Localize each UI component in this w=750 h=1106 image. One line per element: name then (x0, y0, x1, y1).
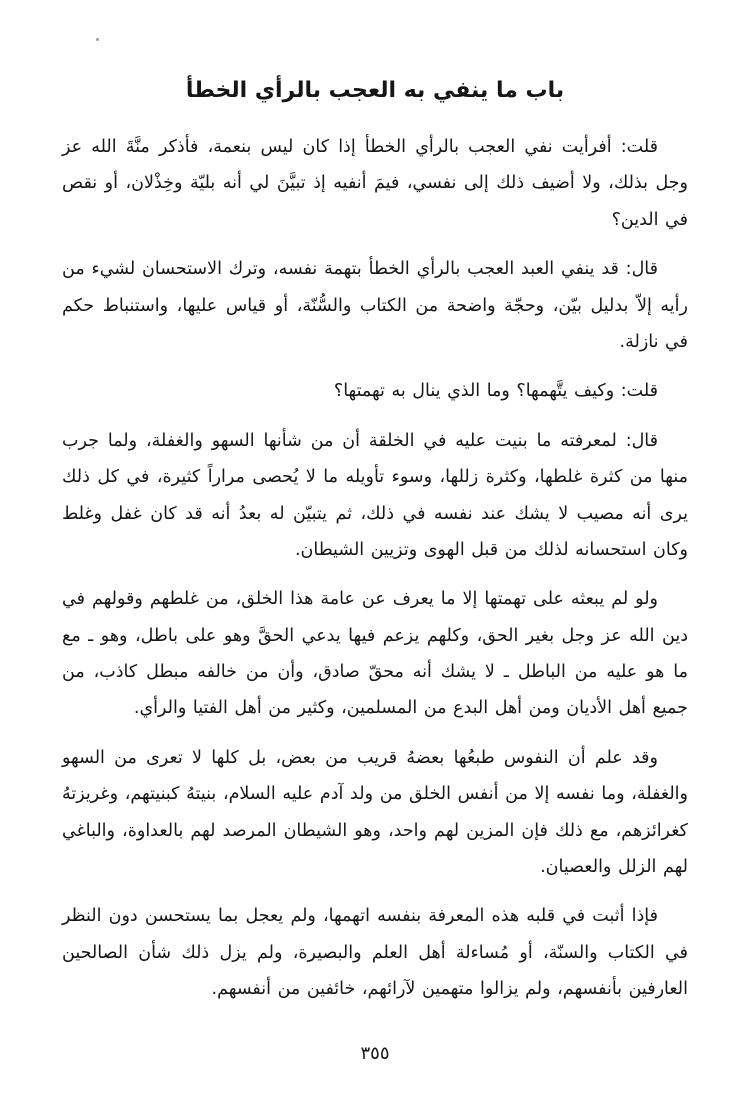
paragraph-7: فإذا أثبت في قلبه هذه المعرفة بنفسه اتهمها، ولم يعجل بما يستحسن دون النظر في الكتاب والسنّة، أو مُساءلة أهل العلم والبصيرة، ولم يزل ذلك شأن الصالحين العارفين بأنفسهم، ولم يزالوا متهمين لآرائهم، خائفين من أنفسهم. (62, 906, 688, 1000)
paragraph-2: قال: قد ينفي العبد العجب بالرأي الخطأ بتهمة نفسه، وترك الاستحسان لشيء من رأيه إلاّ بدليل بيّن، وحجّة واضحة من الكتاب والسُّنّة، أو قياس عليها، واستنباط حكم في نازلة. (62, 259, 688, 352)
paragraph-1: قلت: أفرأيت نفي العجب بالرأي الخطأ إذا كان ليس بنعمة، فأذكر منَّةَ الله عز وجل بذلك، ولا أضيف ذلك إلى نفسي، فيمَ أنفيه إذ تبيَّنَ لي أنه بليّة وخِذْلان، أو نقص في الدين؟ (62, 137, 688, 230)
paragraph-4: قال: لمعرفته ما بنيت عليه في الخلقة أن من شأنها السهو والغفلة، ولما جرب منها من كثرة غلطها، وكثرة زللها، وسوء تأويله ما لا يُحصى مراراً كثيرة، في كل ذلك يرى أنه مصيب لا يشك عند نفسه في ذلك، ثم يتبيّن له بعدُ أنه قد كان غفل وغلط وكان استحسانه لذلك من قبل الهوى وتزيين الشيطان. (62, 430, 688, 560)
paragraph-5: ولو لم يبعثه على تهمتها إلا ما يعرف عن عامة هذا الخلق، من غلطهم وقولهم في دين الله عز وجل بغير الحق، وكلهم يزعم فيها يدعي الحقَّ وهو على باطل، وهو ـ مع ما هو عليه من الباطل ـ لا يشك أنه محقّ صادق، وأن من خالفه مبطل كاذب، من جميع أهل الأديان ومن أهل البدع من المسلمين، وكثير من أهل الفتيا والرأي. (62, 589, 688, 719)
scan-speck (96, 38, 99, 41)
page-number: ٣٥٥ (360, 1043, 390, 1064)
paragraph-3: قلت: وكيف يتَّهمها؟ وما الذي ينال به تهمتها؟ (333, 381, 658, 402)
body-text (62, 129, 688, 1008)
paragraph-6: وقد علم أن النفوس طبعُها بعضهُ قريب من بعض، بل كلها لا تعرى من السهو والغفلة، وما نفسه إلا من أنفس الخلق من ولد آدم عليه السلام، بنيتهُ كبنيتهم، وغريزتهُ كغرائزهم، مع ذلك فإن المزين لهم واحد، وهو الشيطان المرصد لهم بالعداوة، والباغي لهم الزلل والعصيان. (62, 747, 688, 878)
chapter-title: باب ما ينفي به العجب بالرأي الخطأ (185, 78, 565, 103)
